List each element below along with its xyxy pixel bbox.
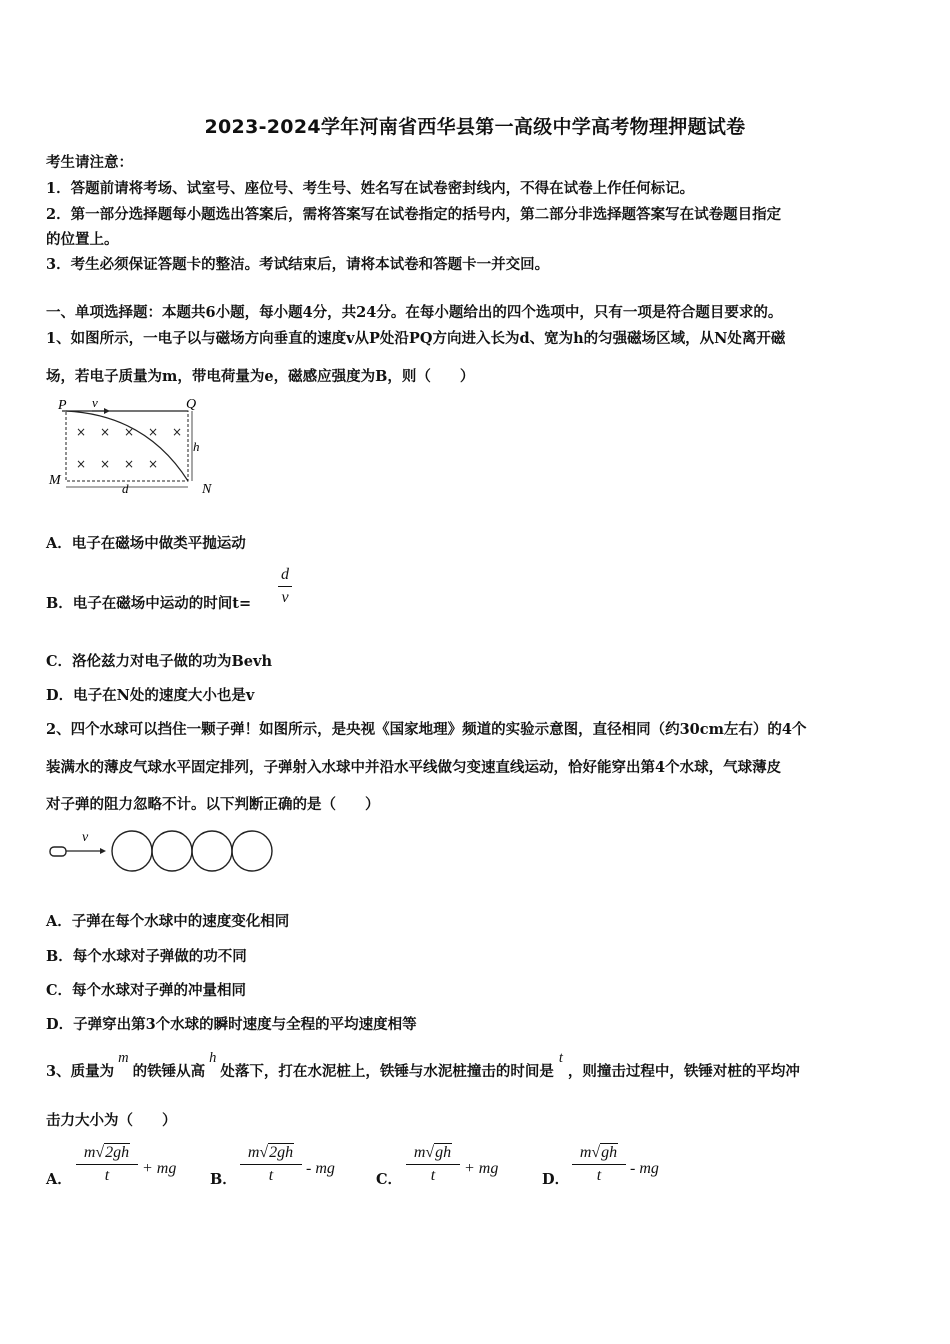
fraction-bar xyxy=(278,586,292,587)
radicand: gh xyxy=(435,1144,452,1161)
fraction-bar xyxy=(76,1164,138,1165)
water-ball-1 xyxy=(112,831,152,871)
fraction-denominator: v xyxy=(281,589,289,606)
q2-option-d[interactable]: D．子弹穿出第3个水球的瞬时速度与全程的平均速度相等 xyxy=(46,1016,417,1033)
radicand: 2gh xyxy=(105,1144,130,1161)
label-v: v xyxy=(82,830,89,845)
label-p: P xyxy=(58,398,67,413)
q1-stem-line1: 1、如图所示，一电子以与磁场方向垂直的速度v从P处沿PQ方向进入长为d、宽为h的匀强磁场区域，从N处离开磁 xyxy=(46,330,786,347)
fraction-bar xyxy=(240,1164,302,1165)
q3-option-c-tail: + mg xyxy=(464,1160,499,1177)
fraction-denominator: t xyxy=(596,1167,602,1184)
radicand: 2gh xyxy=(269,1144,294,1161)
water-ball-4 xyxy=(232,831,272,871)
q1-option-c[interactable]: C．洛伦兹力对电子做的功为Bevh xyxy=(46,653,272,670)
q3-seg1: 3、质量为 xyxy=(46,1063,115,1080)
q3-option-d-label[interactable]: D． xyxy=(542,1171,570,1188)
q2-option-a[interactable]: A．子弹在每个水球中的速度变化相同 xyxy=(46,913,290,930)
label-n: N xyxy=(202,482,212,497)
label-h: h xyxy=(193,439,200,454)
q3-option-c-fraction[interactable] xyxy=(406,1143,460,1185)
q3-symbol-t: t xyxy=(558,1050,563,1066)
q1-option-b-fraction xyxy=(278,566,292,607)
q3-option-a-tail: + mg xyxy=(142,1160,177,1177)
q2-stem-line1: 2、四个水球可以挡住一颗子弹！如图所示，是央视《国家地理》频道的实验示意图，直径相同（约30cm左右）的4个 xyxy=(46,721,807,738)
q1-option-d[interactable]: D．电子在N处的速度大小也是v xyxy=(46,687,255,704)
q3-stem-line1 xyxy=(46,1050,800,1081)
water-ball-2 xyxy=(152,831,192,871)
q1-magnetic-field-figure xyxy=(46,393,226,501)
field-cross: × xyxy=(100,425,111,439)
section-heading: 一、单项选择题：本题共6小题，每小题4分，共24分。在每小题给出的四个选项中，只有一项是符合题目要求的。 xyxy=(46,304,783,321)
q3-symbol-h: h xyxy=(209,1050,217,1066)
q2-water-balls-figure xyxy=(46,826,286,876)
q3-symbol-m: m xyxy=(118,1050,129,1066)
q1-option-a[interactable]: A．电子在磁场中做类平抛运动 xyxy=(46,535,246,552)
q3-seg2: 的铁锤从高 xyxy=(132,1063,206,1080)
q3-option-b-label[interactable]: B． xyxy=(210,1171,237,1188)
q3-option-a-label[interactable]: A． xyxy=(46,1171,72,1188)
numerator-m: m xyxy=(83,1144,96,1161)
numerator-m: m xyxy=(413,1144,426,1161)
velocity-arrowhead xyxy=(104,408,110,414)
q2-stem-line2: 装满水的薄皮气球水平固定排列，子弹射入水球中并沿水平线做匀变速直线运动，恰好能穿出第4个水球，气球薄皮 xyxy=(46,759,782,776)
fraction-denominator: t xyxy=(430,1167,436,1184)
field-cross: × xyxy=(76,457,87,471)
note-item-2-cont: 的位置上。 xyxy=(46,231,119,248)
q3-seg4: ，则撞击过程中，铁锤对桩的平均冲 xyxy=(567,1063,800,1080)
label-m: M xyxy=(49,473,61,488)
field-cross: × xyxy=(124,457,135,471)
field-cross: × xyxy=(76,425,87,439)
sqrt-icon: √ xyxy=(425,1144,435,1161)
q3-option-b-fraction[interactable] xyxy=(240,1143,302,1185)
bullet-velocity-arrowhead xyxy=(100,848,106,854)
q3-option-b-tail: - mg xyxy=(306,1160,335,1177)
field-cross: × xyxy=(124,425,135,439)
field-cross: × xyxy=(100,457,111,471)
page-title: 2023-2024学年河南省西华县第一高级中学高考物理押题试卷 xyxy=(204,116,746,138)
notes-heading: 考生请注意： xyxy=(46,154,133,171)
q2-option-b[interactable]: B．每个水球对子弹做的功不同 xyxy=(46,948,247,965)
fraction-bar xyxy=(572,1164,626,1165)
field-cross: × xyxy=(148,425,159,439)
field-cross: × xyxy=(172,425,183,439)
q3-stem-line2: 击力大小为（ ） xyxy=(46,1112,177,1129)
note-item-1: 1．答题前请将考场、试室号、座位号、考生号、姓名写在试卷密封线内，不得在试卷上作任何标记。 xyxy=(46,180,695,197)
label-v: v xyxy=(92,395,98,410)
fraction-bar xyxy=(406,1164,460,1165)
water-ball-3 xyxy=(192,831,232,871)
note-item-3: 3．考生必须保证答题卡的整洁。考试结束后，请将本试卷和答题卡一并交回。 xyxy=(46,256,550,273)
bullet-icon xyxy=(50,847,66,856)
q1-option-b[interactable]: B．电子在磁场中运动的时间t= xyxy=(46,595,252,612)
q3-option-d-tail: - mg xyxy=(630,1160,659,1177)
label-d: d xyxy=(122,481,129,496)
sqrt-icon: √ xyxy=(591,1144,601,1161)
fraction-denominator: t xyxy=(104,1167,110,1184)
sqrt-icon: √ xyxy=(95,1144,105,1161)
fraction-numerator: d xyxy=(281,566,289,583)
sqrt-icon: √ xyxy=(259,1144,269,1161)
label-q: Q xyxy=(186,397,197,412)
fraction-denominator: t xyxy=(268,1167,274,1184)
note-item-2: 2．第一部分选择题每小题选出答案后，需将答案写在试卷指定的括号内，第二部分非选择题答案写在试卷题目指定 xyxy=(46,206,782,223)
q3-seg3: 处落下，打在水泥桩上，铁锤与水泥桩撞击的时间是 xyxy=(220,1063,554,1080)
numerator-m: m xyxy=(579,1144,592,1161)
field-cross: × xyxy=(148,457,159,471)
q3-option-c-label[interactable]: C． xyxy=(376,1171,403,1188)
numerator-m: m xyxy=(247,1144,260,1161)
q1-stem-line2: 场，若电子质量为m，带电荷量为e，磁感应强度为B，则（ ） xyxy=(46,368,475,385)
radicand: gh xyxy=(601,1144,618,1161)
q3-option-d-fraction[interactable] xyxy=(572,1143,626,1185)
q2-option-c[interactable]: C．每个水球对子弹的冲量相同 xyxy=(46,982,247,999)
q2-stem-line3: 对子弹的阻力忽略不计。以下判断正确的是（ ） xyxy=(46,796,380,813)
q3-option-a-fraction[interactable] xyxy=(76,1143,138,1185)
